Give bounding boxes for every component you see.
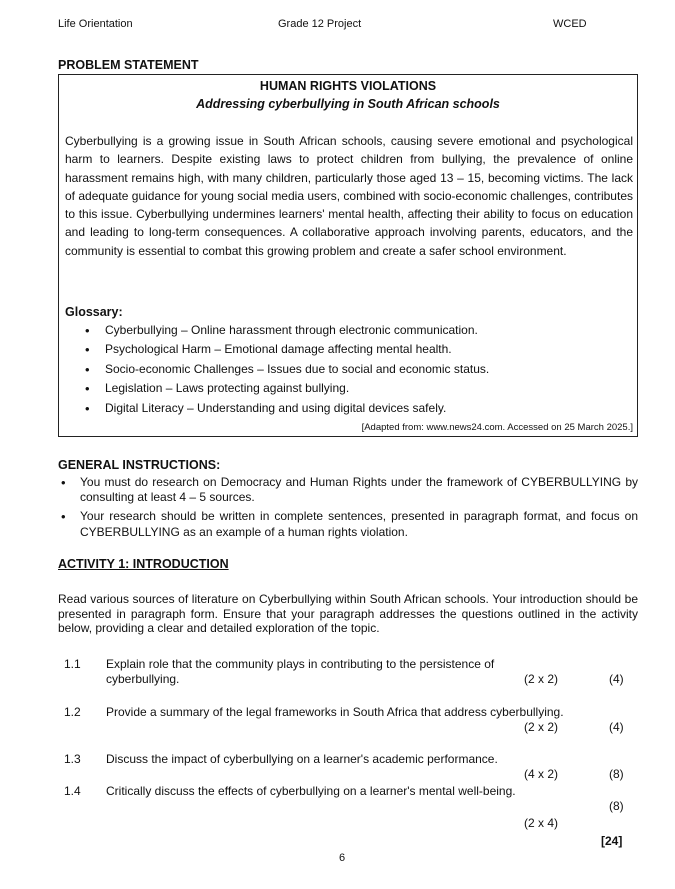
- glossary-title: Glossary:: [65, 305, 123, 319]
- question-number: 1.3: [64, 752, 81, 766]
- glossary-list: [65, 321, 625, 418]
- problem-statement-heading: PROBLEM STATEMENT: [58, 58, 199, 72]
- activity-title: ACTIVITY 1: INTRODUCTION: [58, 557, 229, 571]
- glossary-item: • Psychological Harm – Emotional damage affecting mental health.: [65, 340, 625, 359]
- source-citation: [Adapted from: www.news24.com. Accessed on 25 March 2025.]: [361, 422, 633, 433]
- activity-intro: Read various sources of literature on Cyberbullying within South African schools. Your introduction should be presented in paragraph form. Ensure that your paragraph addresses the questions outlined in the activity below, providing a clear and detailed exploration of the topic.: [58, 592, 638, 636]
- page-number: 6: [339, 852, 346, 864]
- question-marks: (8): [609, 799, 624, 813]
- question-marks: (4): [609, 720, 624, 734]
- glossary-item: • Socio-economic Challenges – Issues due to social and economic status.: [65, 360, 625, 379]
- header-department: WCED: [553, 18, 587, 30]
- question-text: Explain role that the community plays in contributing to the persistence of cyberbullying.: [106, 657, 495, 686]
- question-text: Provide a summary of the legal frameworks in South Africa that address cyberbullying.: [106, 705, 564, 719]
- question-multiplier: (2 x 4): [524, 816, 559, 830]
- question-text: Critically discuss the effects of cyberbullying on a learner's mental well-being.: [106, 784, 516, 798]
- question-number: 1.4: [64, 784, 81, 798]
- header-grade: Grade 12 Project: [278, 18, 362, 30]
- question-marks: (8): [609, 767, 624, 781]
- glossary-item: • Legislation – Laws protecting against bullying.: [65, 379, 625, 398]
- problem-paragraph: Cyberbullying is a growing issue in South African schools, causing severe emotional and psychological harm to learners. Despite existing laws to protect children from bullying, the prevalence of online harassment remains high, with many children, particularly those aged 13 – 15, becoming victims. The lack of adequate guidance for young social media users, combined with socio-economic challenges, contributes to this issue. Cyberbullying undermines learners' mental health, affecting their ability to focus on education and leading to long-term consequences. A collaborative approach involving parents, educators, and the community is essential to combat this growing problem and create a safer school environment.: [65, 134, 633, 258]
- general-instructions-title: GENERAL INSTRUCTIONS:: [58, 458, 221, 472]
- question-multiplier: (4 x 2): [524, 767, 559, 781]
- instruction-item: • Your research should be written in complete sentences, presented in paragraph format, and focus on CYBERBULLYING as an example of a human rights violation.: [58, 509, 638, 539]
- glossary-item: • Digital Literacy – Understanding and using digital devices safely.: [65, 399, 625, 418]
- question-multiplier: (2 x 2): [524, 720, 559, 734]
- question-multiplier: (2 x 2): [524, 672, 559, 686]
- question-number: 1.1: [64, 657, 81, 671]
- question-text: Discuss the impact of cyberbullying on a learner's academic performance.: [106, 752, 498, 766]
- problem-statement-box: [58, 74, 638, 437]
- glossary-item: • Cyberbullying – Online harassment through electronic communication.: [65, 321, 625, 340]
- header-subject: Life Orientation: [58, 18, 133, 30]
- question-marks: (4): [609, 672, 624, 686]
- box-subtitle: Addressing cyberbullying in South African schools: [196, 97, 500, 111]
- box-title: HUMAN RIGHTS VIOLATIONS: [259, 79, 437, 93]
- question-number: 1.2: [64, 705, 81, 719]
- general-instructions-list: [58, 475, 638, 544]
- activity-total: [24]: [601, 834, 623, 848]
- instruction-item: • You must do research on Democracy and Human Rights under the framework of CYBERBULLYING by consulting at least 4 – 5 sources.: [58, 475, 638, 505]
